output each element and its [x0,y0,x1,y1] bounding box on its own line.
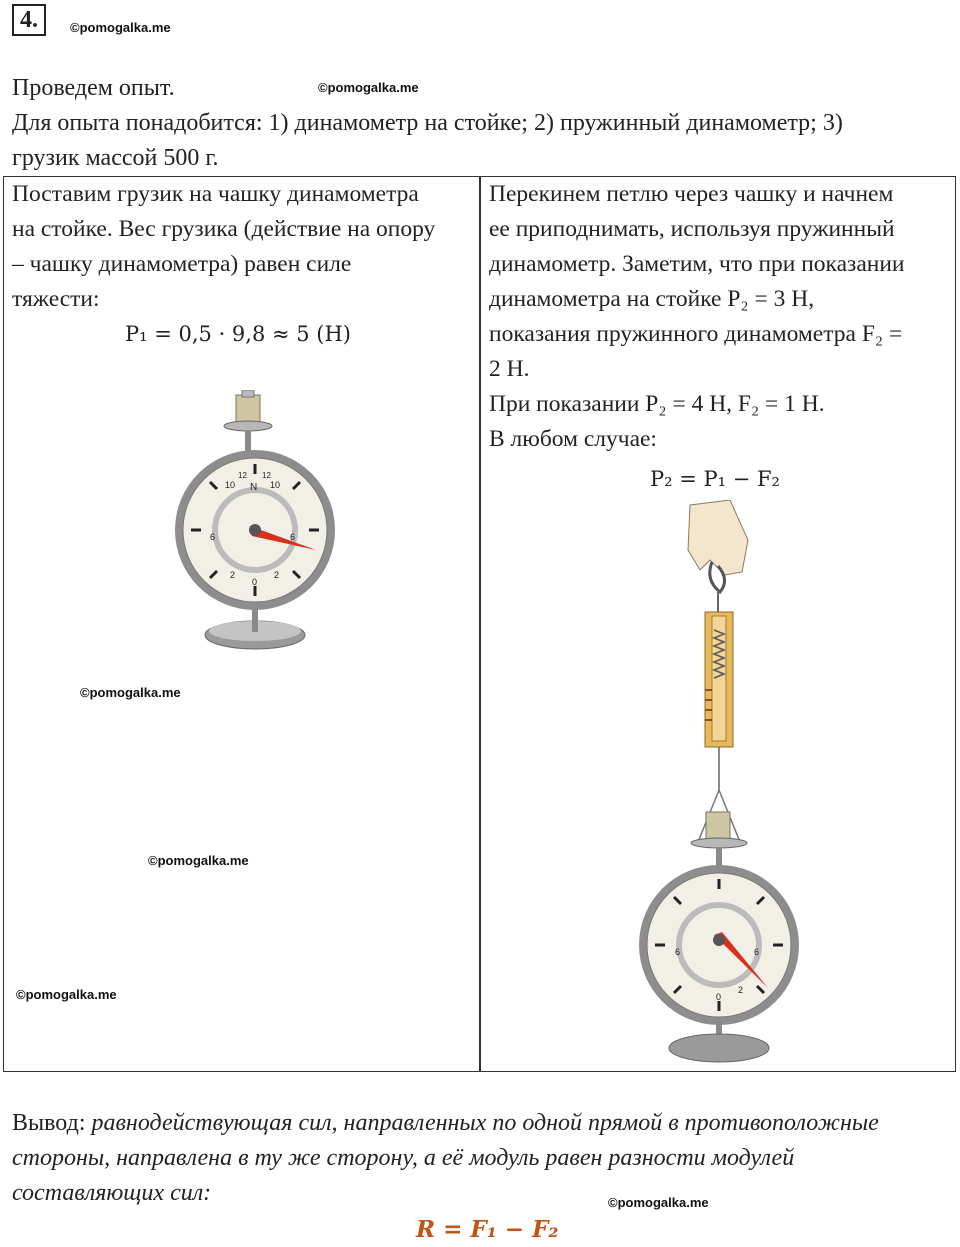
svg-text:6: 6 [290,532,296,542]
svg-text:6: 6 [675,947,681,957]
watermark: ©pomogalka.me [70,20,171,35]
left-cell-line-3: – чашку динамометра) равен силе [12,251,352,277]
svg-text:2: 2 [738,985,744,995]
right-cell-line-3: динамометр. Заметим, что при показании [489,251,905,277]
table-divider [479,176,481,1072]
svg-text:2: 2 [274,570,280,580]
watermark: ©pomogalka.me [608,1195,709,1210]
watermark: ©pomogalka.me [16,987,117,1002]
left-cell-line-4: тяжести: [12,286,100,312]
right-cell-formula: P₂ = P₁ − F₂ [650,467,780,491]
watermark: ©pomogalka.me [148,853,249,868]
spring-dynamometer-icon [630,500,810,1065]
conclusion-label: Вывод: [12,1110,86,1136]
right-cell-line-4: динамометра на стойке P₂ = 3 Н, [489,286,815,312]
conclusion-line-2: стороны, направлена в ту же сторону, а её модуль равен разности модулей [12,1145,795,1171]
hand-icon [688,500,748,575]
svg-text:6: 6 [210,532,216,542]
watermark: ©pomogalka.me [80,685,181,700]
left-cell-line-1: Поставим грузик на чашку динамометра [12,181,419,207]
svg-text:0: 0 [716,992,722,1002]
conclusion-line-3: составляющих сил: [12,1180,212,1206]
right-cell-line-6: 2 Н. [489,356,530,382]
right-cell-line-2: ее приподнимать, используя пружинный [489,216,895,242]
conclusion-line-1-wrap [12,1106,879,1141]
svg-text:10: 10 [225,480,236,490]
svg-text:10: 10 [270,480,281,490]
svg-text:0: 0 [252,577,258,587]
intro-line-1: Проведем опыт. [12,75,175,101]
dial-dynamometer-icon [170,390,340,660]
svg-text:N: N [250,482,258,493]
right-cell-line-7: При показании P₂ = 4 Н, F₂ = 1 Н. [489,391,825,417]
right-cell-line-5: показания пружинного динамометра F₂ = [489,321,903,347]
right-cell-line-8: В любом случае: [489,426,657,452]
intro-line-3: грузик массой 500 г. [12,145,219,171]
intro-line-2: Для опыта понадобится: 1) динамометр на стойке; 2) пружинный динамометр; 3) [12,110,843,136]
svg-text:12: 12 [238,471,247,480]
svg-text:6: 6 [754,947,760,957]
task-number: 4. [12,4,46,36]
watermark: ©pomogalka.me [318,80,419,95]
left-cell-formula: P₁ = 0,5 · 9,8 ≈ 5 (Н) [125,322,351,346]
svg-text:2: 2 [230,570,236,580]
conclusion-formula: R = F₁ − F₂ [416,1216,559,1243]
svg-text:12: 12 [262,471,271,480]
left-cell-line-2: на стойке. Вес грузика (действие на опору [12,216,436,242]
conclusion-line-1: равнодействующая сил, направленных по одной прямой в противоположные [85,1110,879,1136]
right-cell-line-1: Перекинем петлю через чашку и начнем [489,181,894,207]
